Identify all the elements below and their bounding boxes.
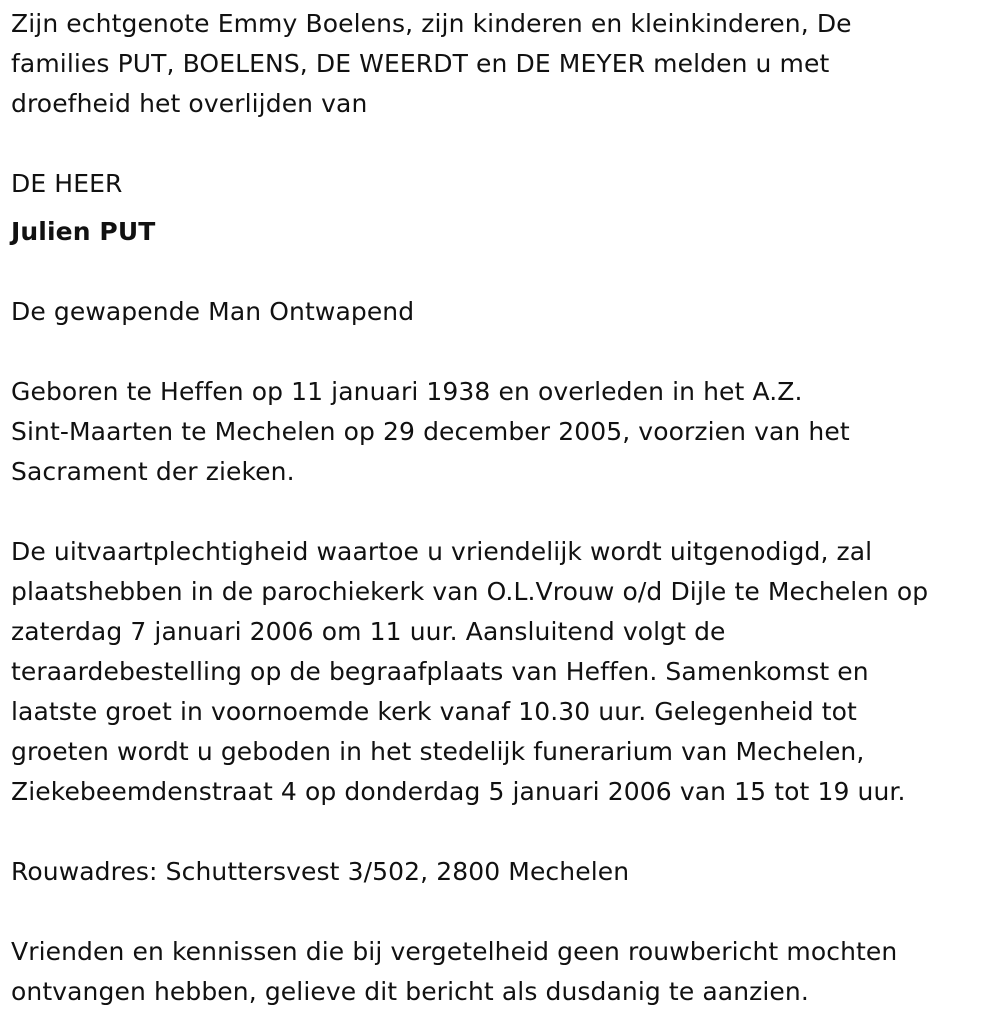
funeral-line: De uitvaartplechtigheid waartoe u vriendelijk wordt uitgenodigd, zal <box>11 537 873 566</box>
mourning-address: Rouwadres: Schuttersvest 3/502, 2800 Mechelen <box>11 857 630 886</box>
intro-paragraph <box>11 4 991 124</box>
obituary-notice <box>11 4 991 1012</box>
funeral-line: laatste groet in voornoemde kerk vanaf 10.30 uur. Gelegenheid tot <box>11 697 857 726</box>
birth-death-paragraph <box>11 372 991 492</box>
epithet: De gewapende Man Ontwapend <box>11 297 415 326</box>
funeral-line: Ziekebeemdenstraat 4 op donderdag 5 januari 2006 van 15 tot 19 uur. <box>11 777 906 806</box>
intro-line: Zijn echtgenote Emmy Boelens, zijn kinderen en kleinkinderen, De <box>11 9 852 38</box>
funeral-paragraph <box>11 532 991 812</box>
funeral-line: teraardebestelling op de begraafplaats van Heffen. Samenkomst en <box>11 657 869 686</box>
funeral-line: plaatshebben in de parochiekerk van O.L.Vrouw o/d Dijle te Mechelen op <box>11 577 929 606</box>
spacer <box>11 124 991 164</box>
intro-line: droefheid het overlijden van <box>11 89 368 118</box>
spacer <box>11 252 991 292</box>
spacer <box>11 812 991 852</box>
funeral-line: groeten wordt u geboden in het stedelijk funerarium van Mechelen, <box>11 737 865 766</box>
closing-line: Vrienden en kennissen die bij vergetelheid geen rouwbericht mochten <box>11 937 898 966</box>
spacer <box>11 332 991 372</box>
closing-line: ontvangen hebben, gelieve dit bericht als dusdanig te aanzien. <box>11 977 809 1006</box>
birth-death-line: Sint-Maarten te Mechelen op 29 december 2005, voorzien van het <box>11 417 850 446</box>
spacer <box>11 492 991 532</box>
funeral-line: zaterdag 7 januari 2006 om 11 uur. Aansluitend volgt de <box>11 617 726 646</box>
intro-line: families PUT, BOELENS, DE WEERDT en DE MEYER melden u met <box>11 49 830 78</box>
birth-death-line: Geboren te Heffen op 11 januari 1938 en overleden in het A.Z. <box>11 377 803 406</box>
closing-paragraph <box>11 932 991 1012</box>
birth-death-line: Sacrament der zieken. <box>11 457 295 486</box>
spacer <box>11 892 991 932</box>
honorific: DE HEER <box>11 169 123 198</box>
deceased-name: Julien PUT <box>11 217 156 246</box>
